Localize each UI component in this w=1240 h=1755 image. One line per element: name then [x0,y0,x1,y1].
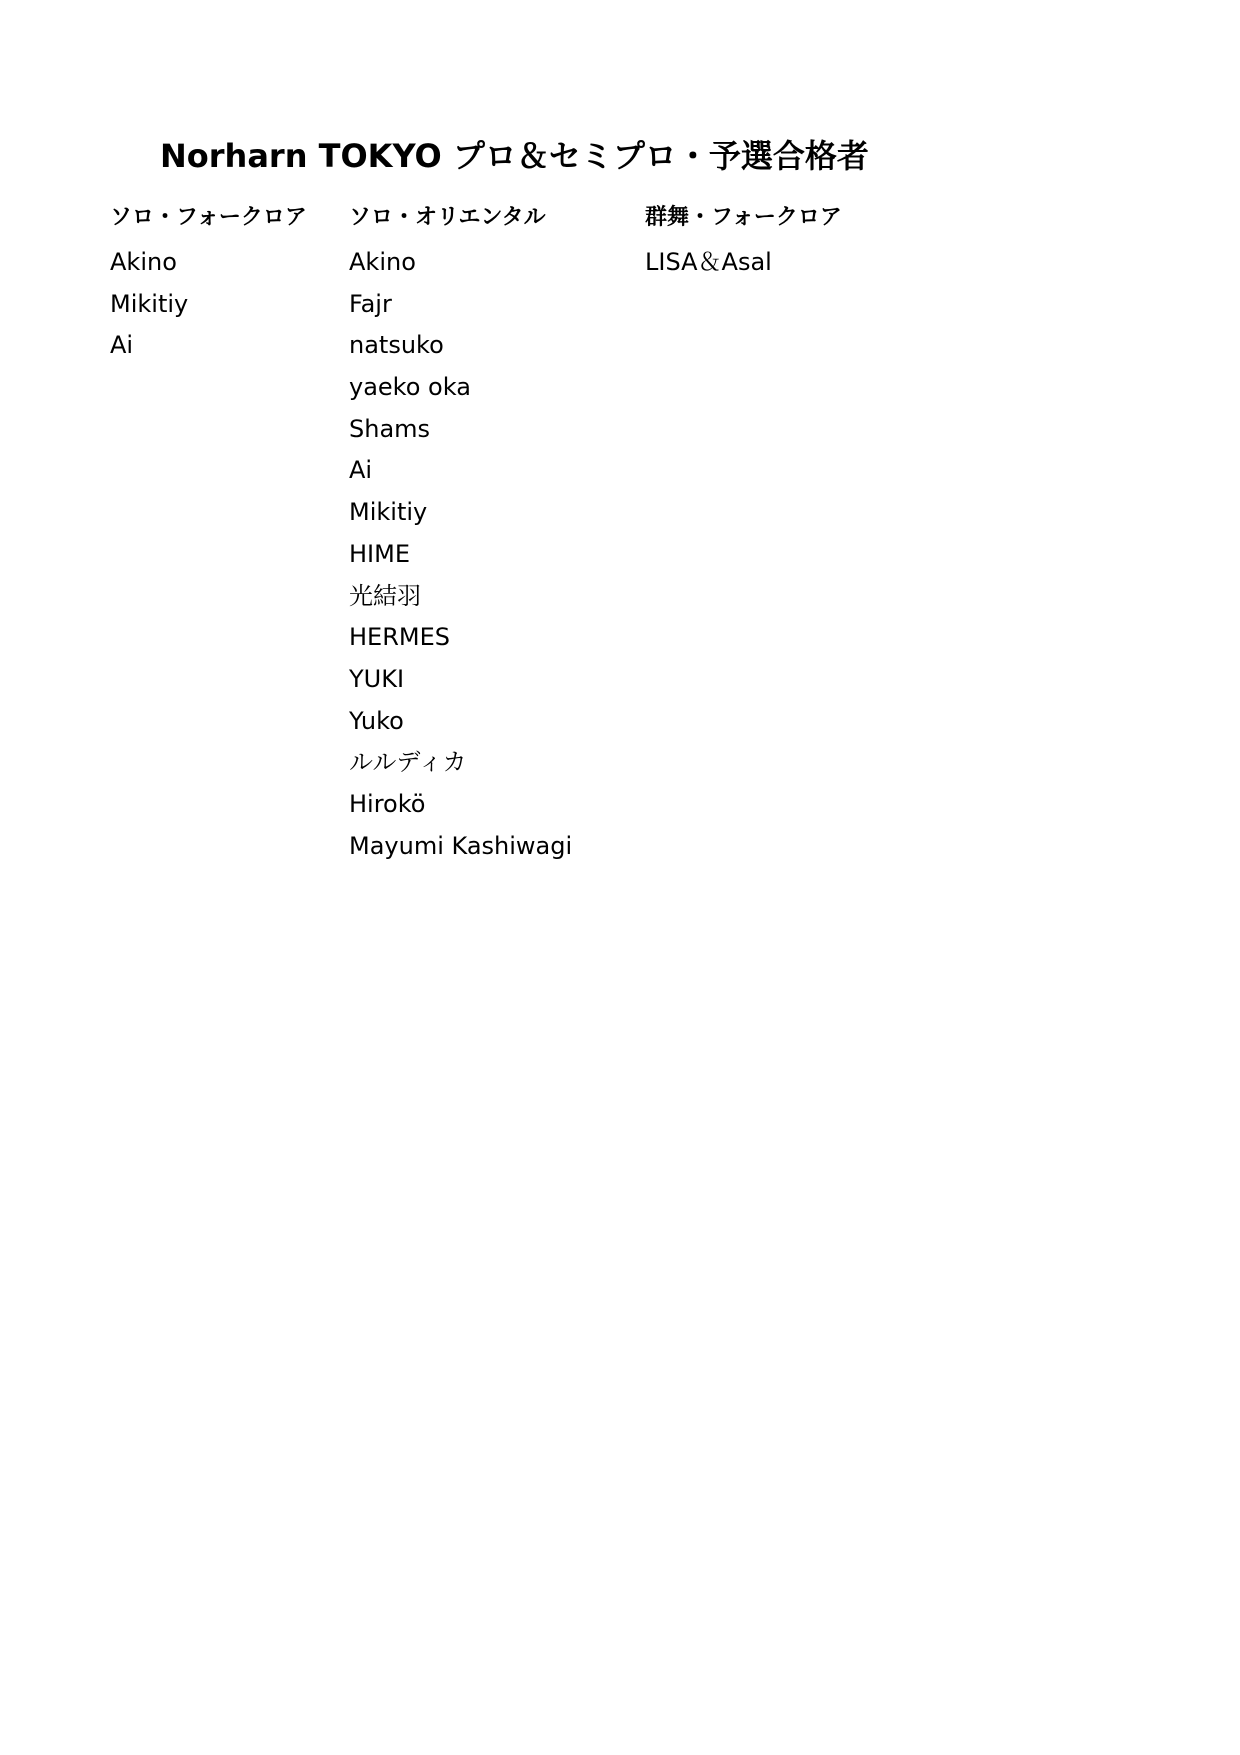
column-solo-oriental [349,200,572,867]
name-list [645,242,842,284]
list-item: Ai [110,331,134,360]
list-item: Hirokö [349,789,426,818]
name-list [110,242,307,367]
list-item: YUKI [349,664,405,693]
list-item: HIME [349,539,410,568]
column-header: 群舞・フォークロア [645,205,842,230]
column-group-folklore [645,200,842,284]
list-item: Mikitiy [349,498,428,527]
list-item: Yuko [349,706,404,735]
column-header: ソロ・オリエンタル [349,205,546,230]
list-item: 光結羽 [349,581,421,610]
list-item: natsuko [349,331,444,360]
list-item: Fajr [349,289,392,318]
list-item: Mayumi Kashiwagi [349,831,573,860]
page-title: Norharn TOKYO プロ＆セミプロ・予選合格者 [160,137,869,175]
list-item: Ai [349,456,373,485]
list-item: Mikitiy [110,289,189,318]
list-item: LISA＆Asal [645,248,772,276]
list-item: HERMES [349,623,450,652]
list-item: yaeko oka [349,373,471,402]
list-item: Akino [349,248,416,276]
list-item: Shams [349,414,431,443]
list-item: ルルディカ [349,748,467,777]
column-header: ソロ・フォークロア [110,205,307,230]
list-item: Akino [110,248,177,276]
name-list [349,242,572,867]
column-solo-folklore [110,200,307,367]
